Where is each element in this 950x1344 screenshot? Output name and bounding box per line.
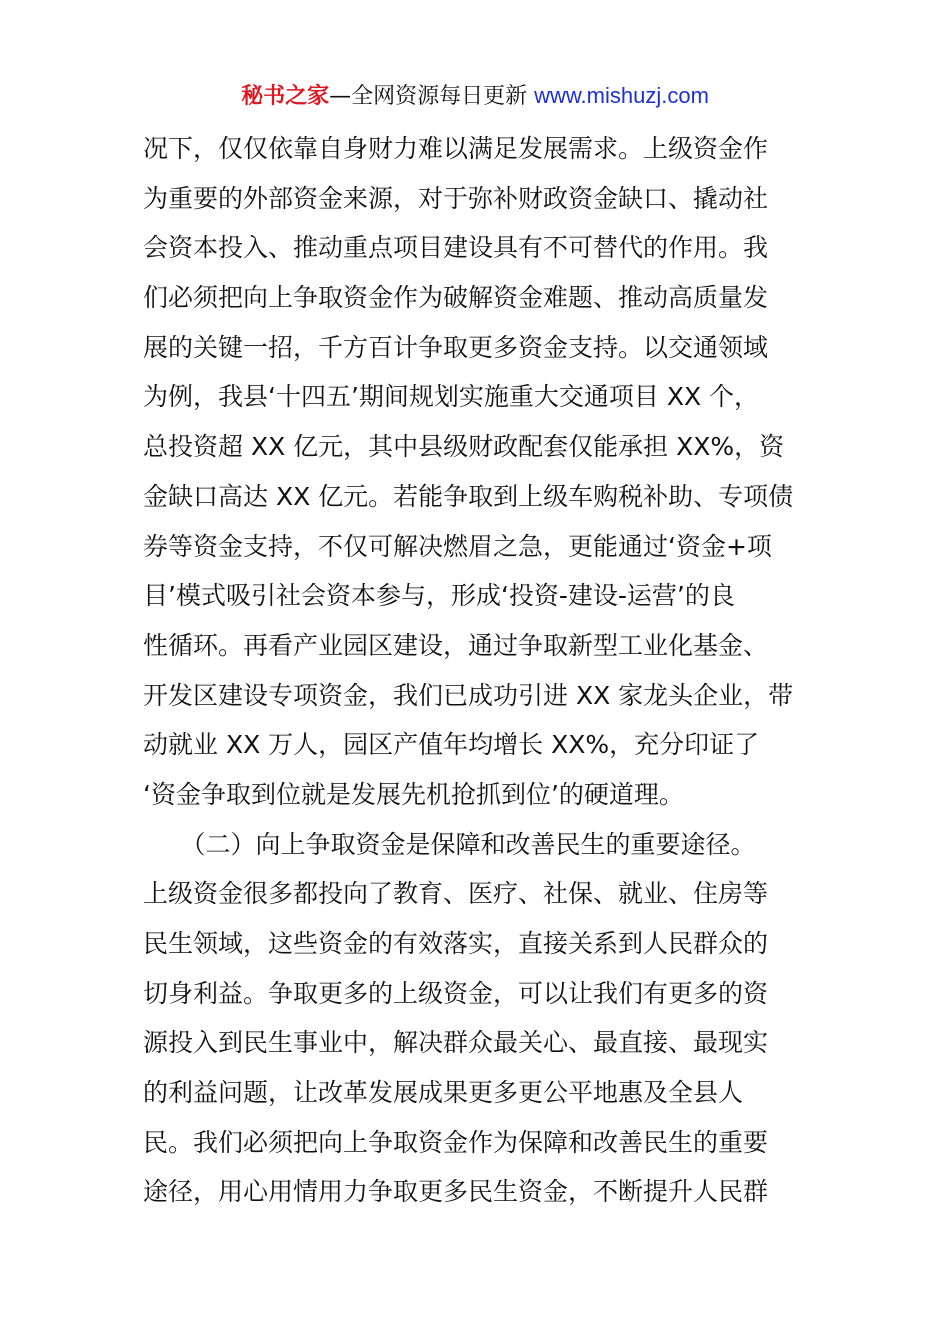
body-line: 况下，仅仅依靠自身财力难以满足发展需求。上级资金作 xyxy=(143,134,769,163)
body-line: 性循环。再看产业园区建设，通过争取新型工业化基金、 xyxy=(143,630,769,660)
body-line: 们必须把向上争取资金作为破解资金难题、推动高质量发 xyxy=(143,283,769,313)
page-header xyxy=(0,80,950,113)
body-line: 总投资超 XX 亿元，其中县级财政配套仅能承担 XX%，资 xyxy=(143,432,785,462)
body-line: 开发区建设专项资金，我们已成功引进 XX 家龙头企业，带 xyxy=(143,680,794,710)
body-line: 上级资金很多都投向了教育、医疗、社保、就业、住房等 xyxy=(143,879,769,909)
site-url-link[interactable]: www.mishuzj.com xyxy=(534,83,709,108)
body-line: 动就业 XX 万人，园区产值年均增长 XX%，充分印证了 xyxy=(143,730,760,760)
body-line: 民生领域，这些资金的有效落实，直接关系到人民群众的 xyxy=(143,929,769,958)
body-line: 的利益问题，让改革发展成果更多更公平地惠及全县人 xyxy=(143,1078,744,1108)
body-line: 为例，我县‘十四五’期间规划实施重大交通项目 XX 个， xyxy=(143,382,760,412)
body-line: 金缺口高达 XX 亿元。若能争取到上级车购税补助、专项债 xyxy=(143,481,794,511)
body-line: 途径，用心用情用力争取更多民生资金，不断提升人民群 xyxy=(143,1177,769,1207)
body-line: 民。我们必须把向上争取资金作为保障和改善民生的重要 xyxy=(143,1127,769,1157)
section-heading-line: （二）向上争取资金是保障和改善民生的重要途径。 xyxy=(143,829,756,859)
body-line: 切身利益。争取更多的上级资金，可以让我们有更多的资 xyxy=(143,978,769,1008)
body-line: 券等资金支持，不仅可解决燃眉之急，更能通过‘资金+项 xyxy=(143,531,772,561)
body-line: 会资本投入、推动重点项目建设具有不可替代的作用。我 xyxy=(143,233,769,263)
body-line: 展的关键一招，千方百计争取更多资金支持。以交通领域 xyxy=(143,332,769,362)
document-body xyxy=(143,124,809,1217)
header-slogan: —全网资源每日更新 xyxy=(329,84,535,109)
body-line: ‘资金争取到位就是发展先机抢抓到位’的硬道理。 xyxy=(143,779,684,809)
body-line: 目’模式吸引社会资本参与，形成‘投资-建设-运营’的良 xyxy=(143,581,735,611)
body-line: 源投入到民生事业中，解决群众最关心、最直接、最现实 xyxy=(143,1028,769,1058)
brand-name: 秘书之家 xyxy=(241,84,330,109)
body-line: 为重要的外部资金来源，对于弥补财政资金缺口、撬动社 xyxy=(143,183,769,213)
